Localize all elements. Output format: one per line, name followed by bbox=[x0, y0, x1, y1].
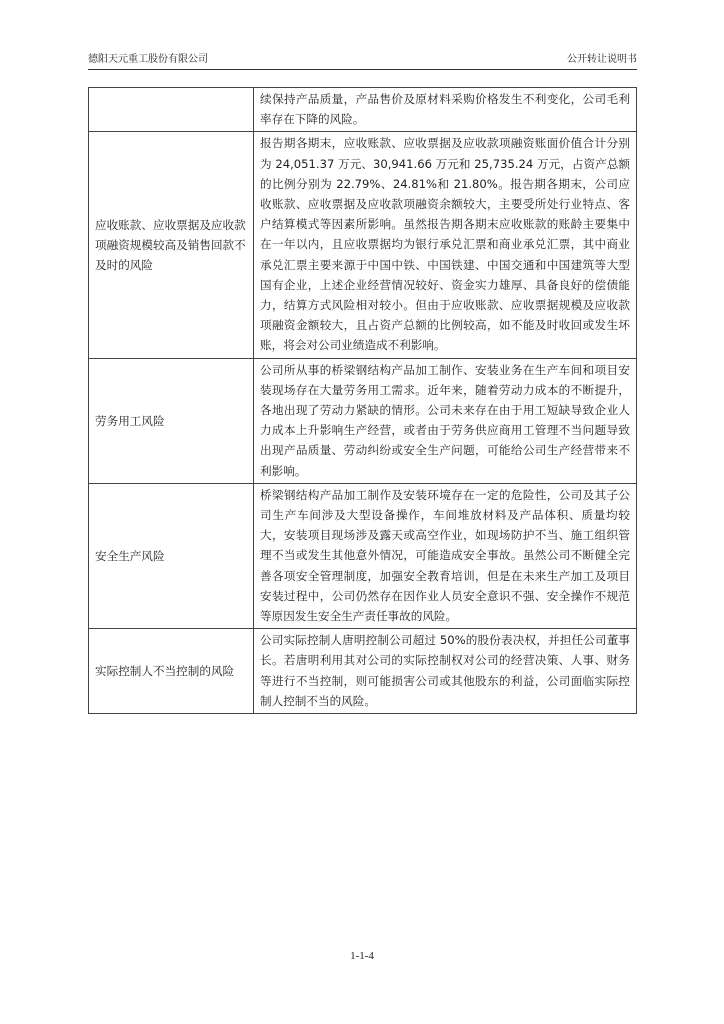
table-row bbox=[89, 629, 637, 714]
risk-name-cell: 安全生产风险 bbox=[89, 483, 254, 628]
risk-description-cell: 续保持产品质量，产品售价及原材料采购价格发生不利变化，公司毛利率存在下降的风险。 bbox=[254, 88, 637, 132]
table-row bbox=[89, 132, 637, 358]
page-number: 1-1-4 bbox=[350, 950, 374, 962]
risk-name-cell: 实际控制人不当控制的风险 bbox=[89, 629, 254, 714]
table-row bbox=[89, 88, 637, 132]
risk-description-cell: 桥梁钢结构产品加工制作及安装环境存在一定的危险性，公司及其子公司生产车间涉及大型设备操作，车间堆放材料及产品体积、质量均较大，安装项目现场涉及露天或高空作业，如现场防护不当、施工组织管理不当或发生其他意外情况，可能造成安全事故。虽然公司不断健全完善各项安全管理制度，加强安全教育培训，但是在未来生产加工及项目安装过程中，公司仍然存在因作业人员安全意识不强、安全操作不规范等原因发生安全生产责任事故的风险。 bbox=[254, 483, 637, 628]
risk-name-cell: 应收账款、应收票据及应收款项融资规模较高及销售回款不及时的风险 bbox=[89, 132, 254, 358]
page-header bbox=[88, 52, 637, 68]
risk-table bbox=[88, 87, 637, 714]
header-document-title: 公开转让说明书 bbox=[567, 54, 637, 65]
table-row bbox=[89, 483, 637, 628]
risk-name-cell: 劳务用工风险 bbox=[89, 358, 254, 483]
risk-description-cell: 报告期各期末，应收账款、应收票据及应收款项融资账面价值合计分别为 24,051.37 万元、30,941.66 万元和 25,735.24 万元，占资产总额的比例分别为 22.79%、24.81%和 21.80%。报告期各期末，公司应收账款、应收票据及应收款项融资余额较大，主要受所处行业特点、客户结算模式等因素所影响。虽然报告期各期末应收账款的账龄主要集中在一年以内，且应收票据均为银行承兑汇票和商业承兑汇票，其中商业承兑汇票主要来源于中国中铁、中国铁建、中国交通和中国建筑等大型国有企业，上述企业经营情况较好、资金实力雄厚、具备良好的偿债能力，结算方式风险相对较小。但由于应收账款、应收票据规模及应收款项融资金额较大，且占资产总额的比例较高，如不能及时收回或发生坏账，将会对公司业绩造成不利影响。 bbox=[254, 132, 637, 358]
risk-description-cell: 公司实际控制人唐明控制公司超过 50%的股份表决权，并担任公司董事长。若唐明利用其对公司的实际控制权对公司的经营决策、人事、财务等进行不当控制，则可能损害公司或其他股东的利益，公司面临实际控制人控制不当的风险。 bbox=[254, 629, 637, 714]
risk-description-cell: 公司所从事的桥梁钢结构产品加工制作、安装业务在生产车间和项目安装现场存在大量劳务用工需求。近年来，随着劳动力成本的不断提升，各地出现了劳动力紧缺的情形。公司未来存在由于用工短缺导致企业人力成本上升影响生产经营，或者由于劳务供应商用工管理不当问题导致出现产品质量、劳动纠纷或安全生产问题，可能给公司生产经营带来不利影响。 bbox=[254, 358, 637, 483]
risk-name-cell bbox=[89, 88, 254, 132]
header-divider bbox=[88, 69, 637, 70]
table-row bbox=[89, 358, 637, 483]
header-company-name: 德阳天元重工股份有限公司 bbox=[88, 54, 208, 65]
